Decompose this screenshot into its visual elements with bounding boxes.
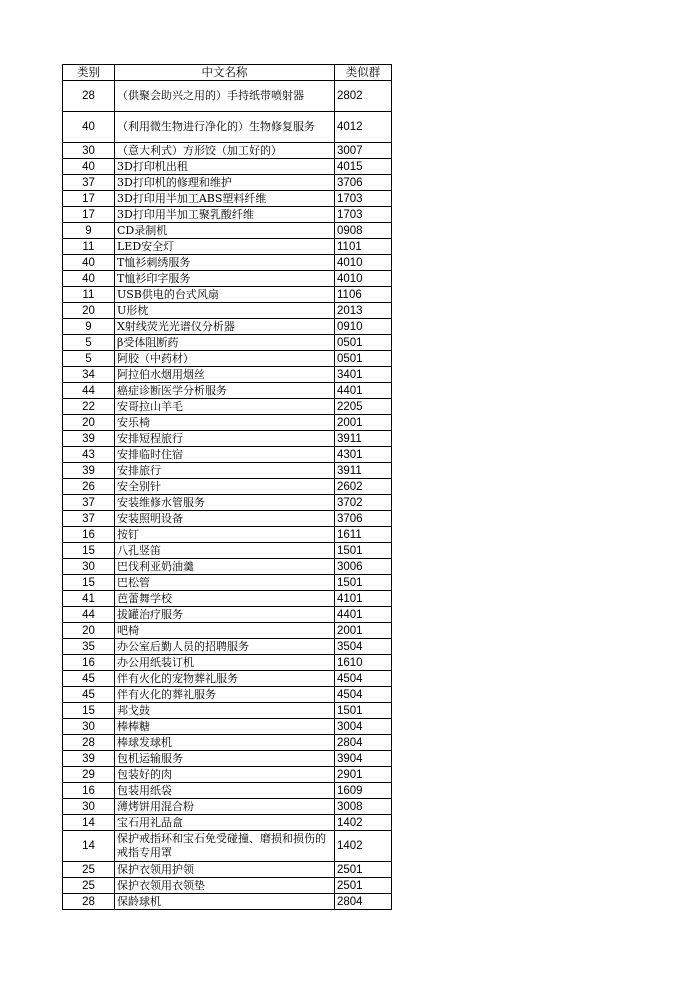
group-cell: 2013 bbox=[335, 303, 392, 319]
table-row bbox=[63, 894, 392, 910]
group-cell: 3504 bbox=[335, 639, 392, 655]
category-cell: 30 bbox=[63, 719, 115, 735]
table-body bbox=[63, 81, 392, 910]
group-cell: 3007 bbox=[335, 143, 392, 159]
table-row bbox=[63, 751, 392, 767]
group-cell: 2602 bbox=[335, 479, 392, 495]
name-cell: 安哥拉山羊毛 bbox=[115, 399, 335, 415]
name-cell: 安装维修水管服务 bbox=[115, 495, 335, 511]
category-cell: 35 bbox=[63, 639, 115, 655]
group-cell: 1101 bbox=[335, 239, 392, 255]
category-column-header: 类别 bbox=[63, 65, 115, 81]
table-row bbox=[63, 159, 392, 175]
name-cell: 棒棒糖 bbox=[115, 719, 335, 735]
category-cell: 9 bbox=[63, 319, 115, 335]
name-cell: 保护戒指环和宝石免受碰撞、磨损和损伤的戒指专用罩 bbox=[115, 831, 335, 862]
name-cell: 伴有火化的宠物葬礼服务 bbox=[115, 671, 335, 687]
group-cell: 1501 bbox=[335, 543, 392, 559]
table-row bbox=[63, 575, 392, 591]
name-cell: 吧椅 bbox=[115, 623, 335, 639]
group-cell: 3706 bbox=[335, 175, 392, 191]
table-row bbox=[63, 703, 392, 719]
group-cell: 1610 bbox=[335, 655, 392, 671]
category-cell: 15 bbox=[63, 703, 115, 719]
table-row bbox=[63, 687, 392, 703]
name-cell: 安全别针 bbox=[115, 479, 335, 495]
table-row bbox=[63, 511, 392, 527]
table-row bbox=[63, 223, 392, 239]
name-cell: 阿胶（中药材） bbox=[115, 351, 335, 367]
table-row bbox=[63, 271, 392, 287]
category-cell: 17 bbox=[63, 191, 115, 207]
name-cell: 包装用纸袋 bbox=[115, 783, 335, 799]
category-cell: 28 bbox=[63, 894, 115, 910]
category-cell: 15 bbox=[63, 575, 115, 591]
group-cell: 4015 bbox=[335, 159, 392, 175]
name-cell: 巴伐利亚奶油羹 bbox=[115, 559, 335, 575]
group-cell: 3008 bbox=[335, 799, 392, 815]
name-cell: 办公室后勤人员的招聘服务 bbox=[115, 639, 335, 655]
group-cell: 4401 bbox=[335, 607, 392, 623]
name-cell: 伴有火化的葬礼服务 bbox=[115, 687, 335, 703]
group-cell: 4012 bbox=[335, 112, 392, 143]
name-cell: 3D打印机出租 bbox=[115, 159, 335, 175]
group-cell: 4301 bbox=[335, 447, 392, 463]
table-row bbox=[63, 623, 392, 639]
group-cell: 3911 bbox=[335, 431, 392, 447]
category-cell: 30 bbox=[63, 799, 115, 815]
category-cell: 45 bbox=[63, 671, 115, 687]
table-row bbox=[63, 735, 392, 751]
category-cell: 16 bbox=[63, 527, 115, 543]
category-cell: 25 bbox=[63, 862, 115, 878]
name-cell: 拔罐治疗服务 bbox=[115, 607, 335, 623]
category-cell: 14 bbox=[63, 831, 115, 862]
category-cell: 16 bbox=[63, 655, 115, 671]
table-row bbox=[63, 335, 392, 351]
name-cell: 保护衣领用衣领垫 bbox=[115, 878, 335, 894]
table-row bbox=[63, 112, 392, 143]
table-row bbox=[63, 799, 392, 815]
group-cell: 4504 bbox=[335, 671, 392, 687]
name-cell: 包机运输服务 bbox=[115, 751, 335, 767]
group-cell: 4010 bbox=[335, 255, 392, 271]
name-cell: 安乐椅 bbox=[115, 415, 335, 431]
category-cell: 25 bbox=[63, 878, 115, 894]
group-cell: 2802 bbox=[335, 81, 392, 112]
table-row bbox=[63, 831, 392, 862]
name-cell: X射线荧光光谱仪分析器 bbox=[115, 319, 335, 335]
group-cell: 4101 bbox=[335, 591, 392, 607]
group-cell: 3904 bbox=[335, 751, 392, 767]
name-cell: β受体阻断药 bbox=[115, 335, 335, 351]
group-cell: 0501 bbox=[335, 351, 392, 367]
category-cell: 39 bbox=[63, 463, 115, 479]
trademark-goods-table-container bbox=[62, 64, 392, 910]
table-row bbox=[63, 415, 392, 431]
table-row bbox=[63, 447, 392, 463]
table-row bbox=[63, 287, 392, 303]
name-cell: 保龄球机 bbox=[115, 894, 335, 910]
name-cell: 薄烤饼用混合粉 bbox=[115, 799, 335, 815]
category-cell: 30 bbox=[63, 143, 115, 159]
group-cell: 4504 bbox=[335, 687, 392, 703]
category-cell: 14 bbox=[63, 815, 115, 831]
group-cell: 2205 bbox=[335, 399, 392, 415]
name-cell: 3D打印机的修理和维护 bbox=[115, 175, 335, 191]
category-cell: 20 bbox=[63, 303, 115, 319]
table-row bbox=[63, 383, 392, 399]
table-row bbox=[63, 175, 392, 191]
table-row bbox=[63, 607, 392, 623]
name-cell: 邦戈鼓 bbox=[115, 703, 335, 719]
table-row bbox=[63, 351, 392, 367]
table-row bbox=[63, 815, 392, 831]
name-cell: 宝石用礼品盒 bbox=[115, 815, 335, 831]
category-cell: 40 bbox=[63, 255, 115, 271]
group-cell: 1501 bbox=[335, 575, 392, 591]
category-cell: 37 bbox=[63, 511, 115, 527]
group-cell: 3706 bbox=[335, 511, 392, 527]
group-cell: 2501 bbox=[335, 862, 392, 878]
category-cell: 16 bbox=[63, 783, 115, 799]
group-cell: 1402 bbox=[335, 815, 392, 831]
table-row bbox=[63, 527, 392, 543]
table-row bbox=[63, 559, 392, 575]
category-cell: 39 bbox=[63, 431, 115, 447]
group-cell: 3911 bbox=[335, 463, 392, 479]
table-row bbox=[63, 431, 392, 447]
category-cell: 40 bbox=[63, 159, 115, 175]
table-row bbox=[63, 767, 392, 783]
group-cell: 1609 bbox=[335, 783, 392, 799]
name-cell: 按钉 bbox=[115, 527, 335, 543]
group-cell: 1703 bbox=[335, 191, 392, 207]
name-column-header: 中文名称 bbox=[115, 65, 335, 81]
table-row bbox=[63, 143, 392, 159]
name-cell: 包装好的肉 bbox=[115, 767, 335, 783]
name-cell: 3D打印用半加工聚乳酸纤维 bbox=[115, 207, 335, 223]
group-cell: 0910 bbox=[335, 319, 392, 335]
name-cell: T恤衫印字服务 bbox=[115, 271, 335, 287]
group-cell: 3006 bbox=[335, 559, 392, 575]
group-column-header: 类似群 bbox=[335, 65, 392, 81]
name-cell: 棒球发球机 bbox=[115, 735, 335, 751]
table-row bbox=[63, 878, 392, 894]
group-cell: 1402 bbox=[335, 831, 392, 862]
category-cell: 5 bbox=[63, 351, 115, 367]
category-cell: 11 bbox=[63, 239, 115, 255]
group-cell: 3401 bbox=[335, 367, 392, 383]
table-row bbox=[63, 862, 392, 878]
name-cell: 安装照明设备 bbox=[115, 511, 335, 527]
table-row bbox=[63, 319, 392, 335]
trademark-goods-table bbox=[62, 64, 392, 910]
group-cell: 2501 bbox=[335, 878, 392, 894]
category-cell: 39 bbox=[63, 751, 115, 767]
category-cell: 40 bbox=[63, 112, 115, 143]
table-row bbox=[63, 543, 392, 559]
category-cell: 9 bbox=[63, 223, 115, 239]
category-cell: 45 bbox=[63, 687, 115, 703]
table-row bbox=[63, 191, 392, 207]
category-cell: 40 bbox=[63, 271, 115, 287]
category-cell: 34 bbox=[63, 367, 115, 383]
name-cell: 巴松管 bbox=[115, 575, 335, 591]
table-row bbox=[63, 255, 392, 271]
group-cell: 3004 bbox=[335, 719, 392, 735]
table-row bbox=[63, 719, 392, 735]
name-cell: 办公用纸装订机 bbox=[115, 655, 335, 671]
name-cell: 芭蕾舞学校 bbox=[115, 591, 335, 607]
group-cell: 1611 bbox=[335, 527, 392, 543]
group-cell: 2804 bbox=[335, 735, 392, 751]
name-cell: 八孔竖笛 bbox=[115, 543, 335, 559]
table-row bbox=[63, 655, 392, 671]
table-row bbox=[63, 463, 392, 479]
group-cell: 2804 bbox=[335, 894, 392, 910]
table-row bbox=[63, 399, 392, 415]
name-cell: 保护衣领用护领 bbox=[115, 862, 335, 878]
group-cell: 2901 bbox=[335, 767, 392, 783]
name-cell: 癌症诊断医学分析服务 bbox=[115, 383, 335, 399]
group-cell: 4401 bbox=[335, 383, 392, 399]
category-cell: 44 bbox=[63, 383, 115, 399]
name-cell: 安排短程旅行 bbox=[115, 431, 335, 447]
name-cell: USB供电的台式风扇 bbox=[115, 287, 335, 303]
table-row bbox=[63, 239, 392, 255]
table-row bbox=[63, 479, 392, 495]
group-cell: 1703 bbox=[335, 207, 392, 223]
group-cell: 4010 bbox=[335, 271, 392, 287]
table-row bbox=[63, 591, 392, 607]
name-cell: CD录制机 bbox=[115, 223, 335, 239]
table-row bbox=[63, 303, 392, 319]
category-cell: 37 bbox=[63, 495, 115, 511]
name-cell: 阿拉伯水烟用烟丝 bbox=[115, 367, 335, 383]
name-cell: （供聚会助兴之用的）手持纸带喷射器 bbox=[115, 81, 335, 112]
category-cell: 5 bbox=[63, 335, 115, 351]
category-cell: 22 bbox=[63, 399, 115, 415]
category-cell: 15 bbox=[63, 543, 115, 559]
table-row bbox=[63, 207, 392, 223]
name-cell: （利用微生物进行净化的）生物修复服务 bbox=[115, 112, 335, 143]
group-cell: 2001 bbox=[335, 415, 392, 431]
group-cell: 0501 bbox=[335, 335, 392, 351]
category-cell: 29 bbox=[63, 767, 115, 783]
category-cell: 11 bbox=[63, 287, 115, 303]
category-cell: 20 bbox=[63, 623, 115, 639]
category-cell: 26 bbox=[63, 479, 115, 495]
category-cell: 28 bbox=[63, 735, 115, 751]
category-cell: 37 bbox=[63, 175, 115, 191]
name-cell: T恤衫刺绣服务 bbox=[115, 255, 335, 271]
name-cell: LED安全灯 bbox=[115, 239, 335, 255]
category-cell: 43 bbox=[63, 447, 115, 463]
table-row bbox=[63, 367, 392, 383]
group-cell: 1501 bbox=[335, 703, 392, 719]
table-row bbox=[63, 81, 392, 112]
name-cell: 安排临时住宿 bbox=[115, 447, 335, 463]
group-cell: 0908 bbox=[335, 223, 392, 239]
name-cell: （意大利式）方形饺（加工好的） bbox=[115, 143, 335, 159]
category-cell: 41 bbox=[63, 591, 115, 607]
category-cell: 44 bbox=[63, 607, 115, 623]
group-cell: 1106 bbox=[335, 287, 392, 303]
table-row bbox=[63, 495, 392, 511]
group-cell: 3702 bbox=[335, 495, 392, 511]
table-row bbox=[63, 671, 392, 687]
category-cell: 30 bbox=[63, 559, 115, 575]
category-cell: 28 bbox=[63, 81, 115, 112]
table-row bbox=[63, 639, 392, 655]
name-cell: 安排旅行 bbox=[115, 463, 335, 479]
category-cell: 20 bbox=[63, 415, 115, 431]
table-row bbox=[63, 783, 392, 799]
name-cell: 3D打印用半加工ABS塑料纤维 bbox=[115, 191, 335, 207]
table-header-row bbox=[63, 65, 392, 81]
name-cell: U形枕 bbox=[115, 303, 335, 319]
category-cell: 17 bbox=[63, 207, 115, 223]
group-cell: 2001 bbox=[335, 623, 392, 639]
